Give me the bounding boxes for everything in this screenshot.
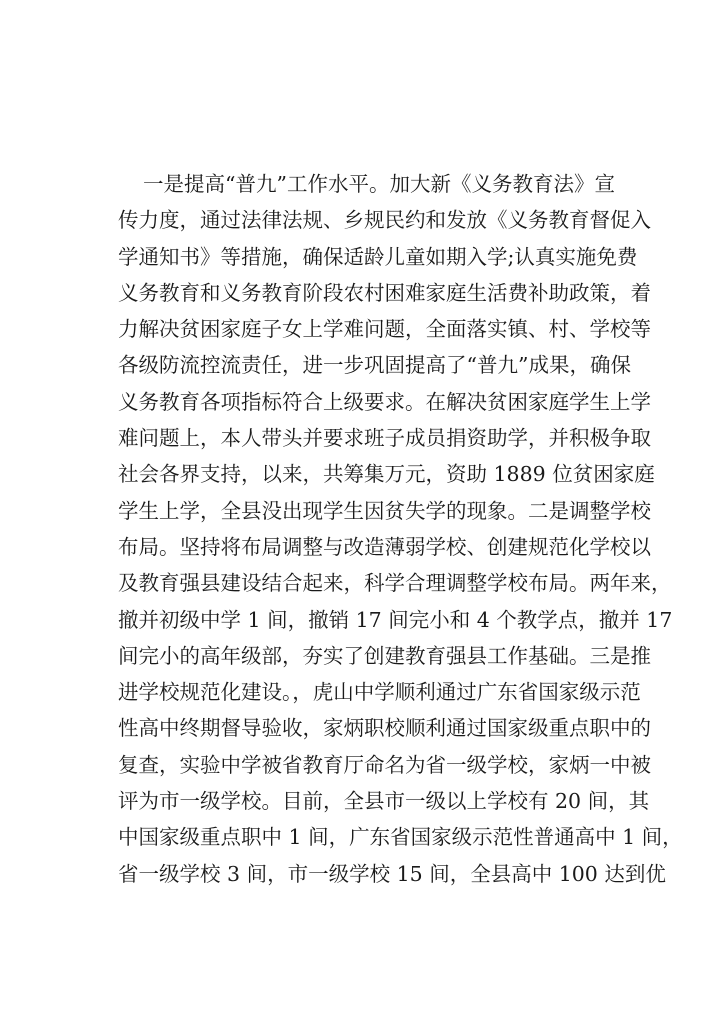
- text-line: 学通知书》等措施，确保适龄儿童如期入学;认真实施免费: [118, 244, 638, 269]
- text-line: 评为市一级学校。目前，全县市一级以上学校有 20 间，其: [118, 789, 650, 814]
- body-paragraph: [118, 166, 683, 892]
- text-line: 义务教育和义务教育阶段农村困难家庭生活费补助政策，着: [118, 280, 651, 305]
- text-line: 间完小的高年级部，夯实了创建教育强县工作基础。三是推: [118, 643, 651, 668]
- text-line: 进学校规范化建设。，虎山中学顺利通过广东省国家级示范: [118, 680, 641, 705]
- text-line: 及教育强县建设结合起来，科学合理调整学校布局。两年来，: [118, 571, 672, 596]
- text-line: 布局。坚持将布局调整与改造薄弱学校、创建规范化学校以: [118, 534, 651, 559]
- text-line: 中国家级重点职中 1 间，广东省国家级示范性普通高中 1 间，: [118, 825, 683, 850]
- text-line: 各级防流控流责任，进一步巩固提高了“普九”成果，确保: [118, 353, 631, 378]
- text-line: 撤并初级中学 1 间，撤销 17 间完小和 4 个教学点，撤并 17: [118, 607, 673, 632]
- text-line: 难问题上，本人带头并要求班子成员捐资助学，并积极争取: [118, 426, 651, 451]
- text-line: 省一级学校 3 间，市一级学校 15 间，全县高中 100 达到优: [118, 861, 666, 886]
- text-line: 义务教育各项指标符合上级要求。在解决贫困家庭学生上学: [118, 389, 651, 414]
- text-line: 社会各界支持，以来，共筹集万元，资助 1889 位贫困家庭: [118, 462, 655, 487]
- text-line: 性高中终期督导验收，家炳职校顺利通过国家级重点职中的: [118, 716, 651, 741]
- text-line: 学生上学，全县没出现学生因贫失学的现象。二是调整学校: [118, 498, 651, 523]
- text-line: 一是提高“普九”工作水平。加大新《义务教育法》宣: [143, 172, 615, 196]
- text-line: 力解决贫困家庭子女上学难问题，全面落实镇、村、学校等: [118, 317, 651, 342]
- text-line: 传力度，通过法律法规、乡规民约和发放《义务教育督促入: [118, 208, 651, 233]
- text-line: 复查，实验中学被省教育厅命名为省一级学校，家炳一中被: [118, 752, 651, 777]
